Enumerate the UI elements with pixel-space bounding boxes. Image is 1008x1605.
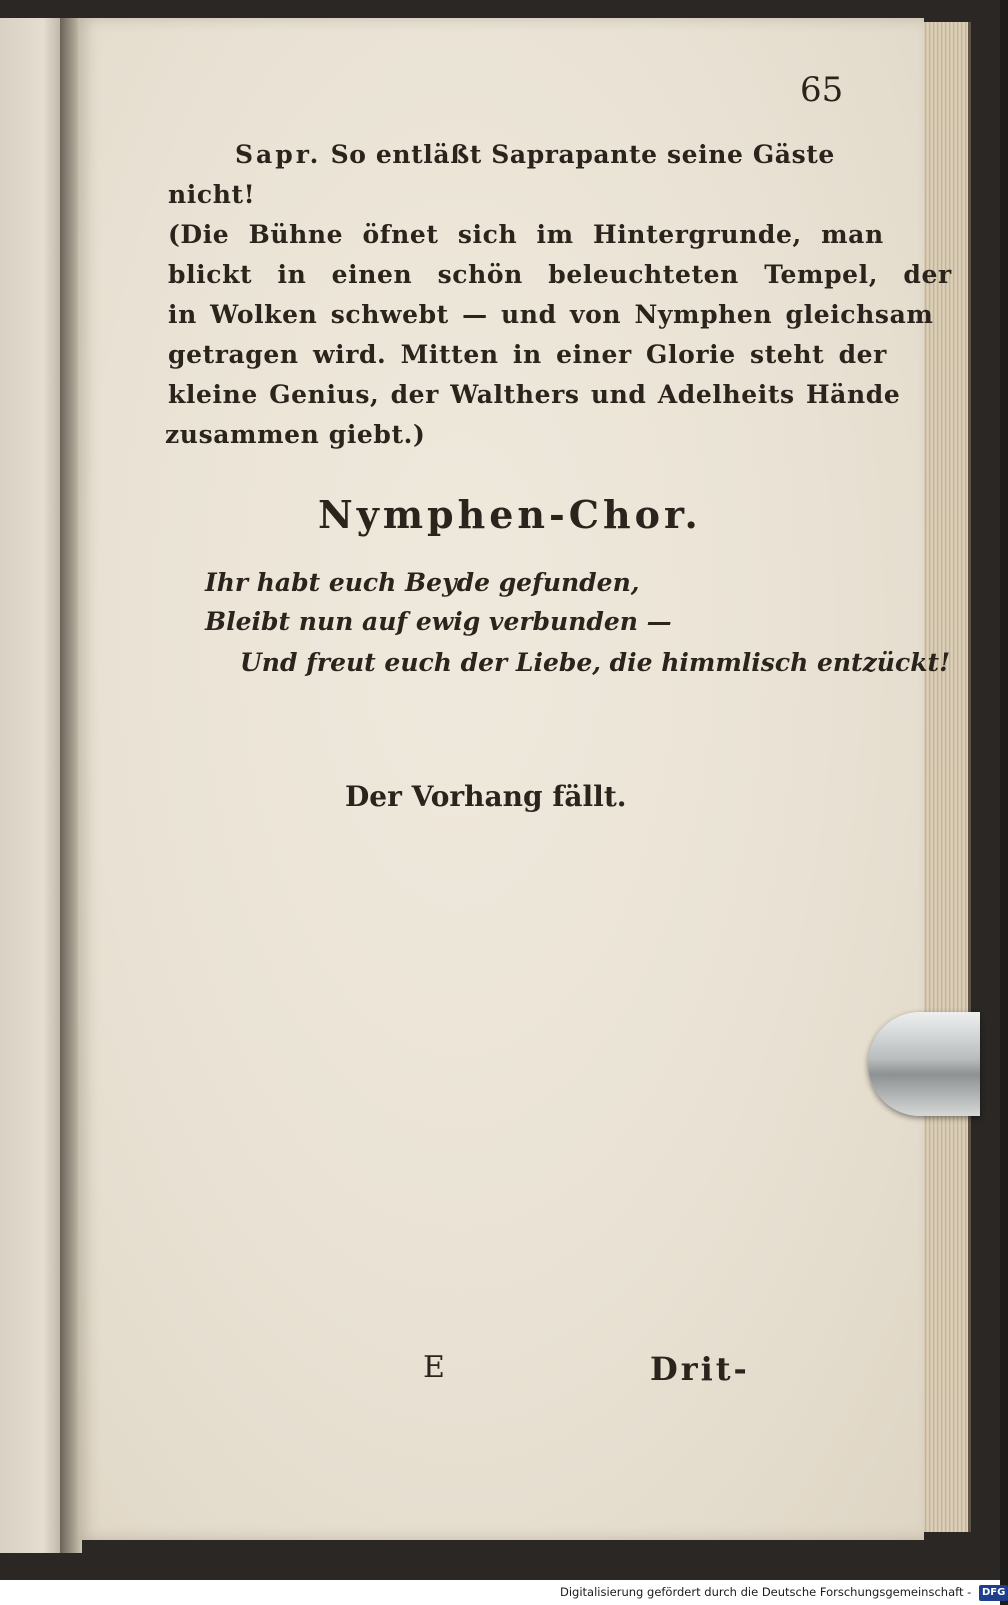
stage-direction-line: kleine Genius, der Walthers und Adelheits Hände: [168, 380, 901, 409]
stage-direction-line: getragen wird. Mitten in einer Glorie steht der: [168, 340, 887, 369]
stage-direction-line: zusammen giebt.): [165, 420, 426, 449]
catchword: Drit-: [650, 1350, 750, 1388]
verse-line: Bleibt nun auf ewig verbunden —: [205, 607, 672, 636]
funding-credit: Digitalisierung gefördert durch die Deutsche Forschungsgemeinschaft -: [560, 1585, 972, 1599]
dfg-logo: DFG: [979, 1585, 1008, 1601]
left-page-edge: [0, 18, 62, 1553]
page-number: 65: [800, 70, 844, 110]
verse-line: Ihr habt euch Beyde gefunden,: [205, 568, 640, 597]
stage-direction-line: in Wolken schwebt — und von Nymphen gleichsam: [168, 300, 934, 329]
chorus-heading: Nymphen-Chor.: [318, 492, 702, 537]
footer-bar: [0, 1580, 560, 1605]
page-clip: [868, 1012, 980, 1116]
speaker-line: [235, 140, 835, 169]
verse-line: Und freut euch der Liebe, die himmlisch entzückt!: [240, 648, 951, 677]
speech-continuation: nicht!: [168, 180, 256, 209]
page-edges: [918, 22, 971, 1532]
funding-footer: [560, 1580, 1006, 1605]
stage-direction-line: blickt in einen schön beleuchteten Tempel, der: [168, 260, 952, 289]
curtain-falls: Der Vorhang fällt.: [345, 780, 627, 813]
signature-mark: E: [423, 1350, 445, 1385]
speaker-name: Sapr.: [235, 140, 322, 169]
stage-direction-line: (Die Bühne öfnet sich im Hintergrunde, man: [168, 220, 884, 249]
speech-text: So entläßt Saprapante seine Gäste: [330, 140, 835, 169]
